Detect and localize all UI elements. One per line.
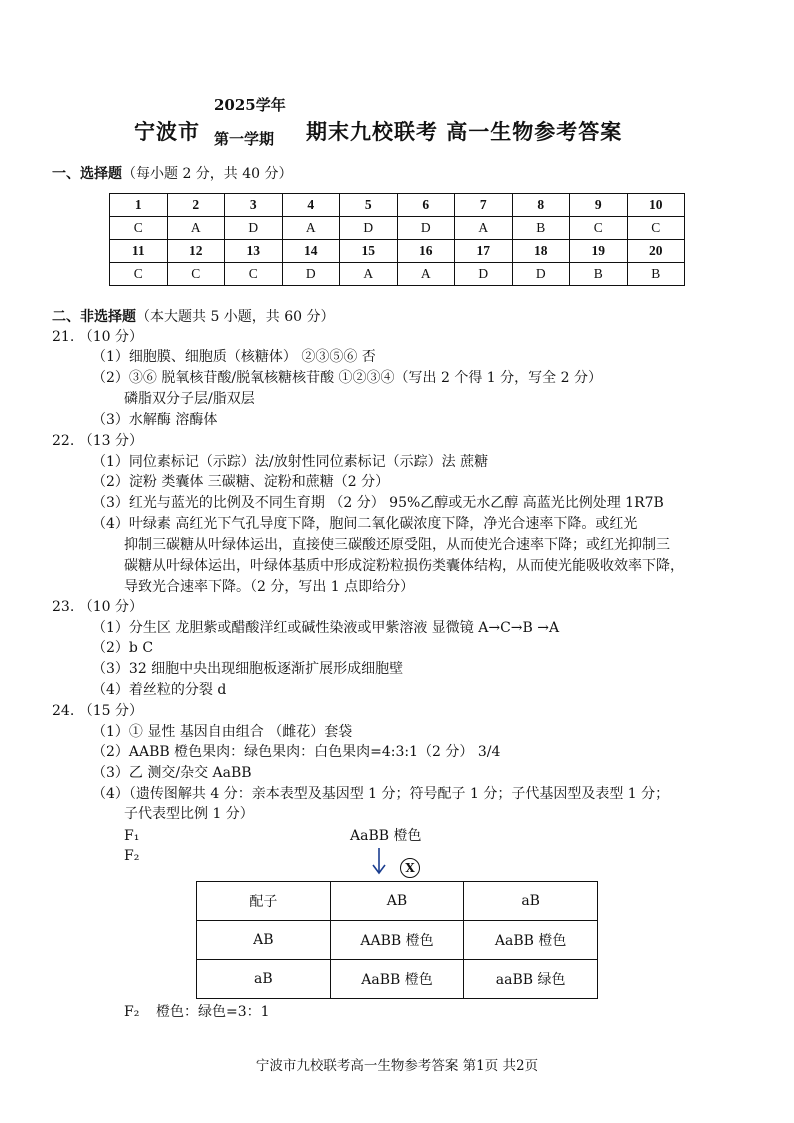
q23-head: 23. （10 分） (52, 599, 143, 615)
punnett-cell: aaBB 绿色 (464, 960, 598, 999)
title-left: 宁波市 (134, 119, 200, 144)
punnett-col-header: AB (330, 882, 464, 921)
mcq-answer: D (455, 263, 513, 286)
mcq-row-answers-2 (110, 263, 685, 286)
mcq-num: 18 (512, 240, 570, 263)
mcq-answer: B (570, 263, 628, 286)
mcq-answer: A (397, 263, 455, 286)
mcq-num: 13 (225, 240, 283, 263)
mcq-answer: D (397, 217, 455, 240)
f2-ratio-label: F₂ (124, 1004, 140, 1020)
q22-line7: 导致光合速率下降。（2 分，写出 1 点即给分） (124, 579, 415, 595)
mcq-answer: D (225, 217, 283, 240)
mcq-answer: A (455, 217, 513, 240)
mcq-answer: A (340, 263, 398, 286)
mcq-num: 12 (167, 240, 225, 263)
mcq-answer: C (110, 217, 168, 240)
mcq-num: 8 (512, 194, 570, 217)
mcq-answer: D (340, 217, 398, 240)
section2-title: 二、非选择题 (52, 309, 136, 325)
mcq-num: 7 (455, 194, 513, 217)
section1-note: （每小题 2 分，共 40 分） (122, 166, 293, 182)
mcq-num: 4 (282, 194, 340, 217)
mcq-num: 15 (340, 240, 398, 263)
q24-line2: （2）AABB 橙色果肉：绿色果肉：白色果肉=4:3:1（2 分） 3/4 (92, 744, 501, 760)
page-footer: 宁波市九校联考高一生物参考答案 第1页 共2页 (255, 1058, 539, 1074)
q23-line2: （2）b C (92, 640, 154, 656)
punnett-cell: AaBB 橙色 (464, 921, 598, 960)
punnett-row-header: aB (197, 960, 331, 999)
title-term: 第一学期 (214, 130, 275, 148)
mcq-num: 6 (397, 194, 455, 217)
mcq-answer: C (110, 263, 168, 286)
mcq-num: 1 (110, 194, 168, 217)
mcq-num: 17 (455, 240, 513, 263)
q21-line4: （3）水解酶 溶酶体 (92, 412, 218, 428)
f1-label: F₁ (124, 828, 140, 844)
punnett-row-header: AB (197, 921, 331, 960)
q22-head: 22. （13 分） (52, 433, 143, 449)
mcq-row-answers-1 (110, 217, 685, 240)
parent-genotype: AaBB 橙色 (350, 828, 422, 844)
mcq-answer: C (627, 217, 685, 240)
q24-line3: （3）乙 测交/杂交 AaBB (92, 765, 252, 781)
mcq-answer: D (282, 263, 340, 286)
f2-label: F₂ (124, 848, 140, 864)
section1-heading (52, 163, 293, 183)
title-right: 期末九校联考 高一生物参考答案 (306, 119, 623, 144)
mcq-answer: B (627, 263, 685, 286)
q22-line2: （2）淀粉 类囊体 三碳糖、淀粉和蔗糖（2 分） (92, 474, 390, 490)
down-arrow-icon (370, 846, 388, 876)
q24-line4: （4）（遗传图解共 4 分：亲本表型及基因型 1 分；符号配子 1 分；子代基因型及表型 1 分； (92, 786, 670, 802)
q23-line1: （1）分生区 龙胆紫或醋酸洋红或碱性染液或甲紫溶液 显微镜 A→C→B →A (92, 620, 560, 636)
mcq-num: 2 (167, 194, 225, 217)
q24-line1: （1）① 显性 基因自由组合 （雌花）套袋 (92, 724, 353, 740)
q24-line5: 子代表型比例 1 分） (124, 806, 254, 822)
mcq-num: 10 (627, 194, 685, 217)
q23-line3: （3）32 细胞中央出现细胞板逐渐扩展形成细胞壁 (92, 661, 404, 677)
mcq-answer: B (512, 217, 570, 240)
punnett-square (196, 881, 598, 999)
q22-line5: 抑制三碳糖从叶绿体运出，直接使三碳酸还原受阻，从而使光合速率下降；或红光抑制三 (124, 537, 670, 553)
mcq-num: 3 (225, 194, 283, 217)
q21-line1: （1）细胞膜、细胞质（核糖体） ②③⑤⑥ 否 (92, 349, 376, 365)
q22-line3: （3）红光与蓝光的比例及不同生育期 （2 分） 95%乙醇或无水乙醇 高蓝光比例处理 1R7B (92, 495, 664, 511)
punnett-corner: 配子 (197, 882, 331, 921)
q21-head: 21. （10 分） (52, 329, 143, 345)
mcq-answer: A (282, 217, 340, 240)
title-year: 2025学年 (214, 96, 286, 114)
q22-line6: 碳糖从叶绿体运出，叶绿体基质中形成淀粉粒损伤类囊体结构，从而使光能吸收效率下降， (124, 558, 684, 574)
mcq-answer: C (570, 217, 628, 240)
q21-line3: 磷脂双分子层/脂双层 (124, 391, 255, 407)
self-cross-icon: X (400, 858, 420, 878)
mcq-num: 9 (570, 194, 628, 217)
q22-line4: （4）叶绿素 高红光下气孔导度下降，胞间二氧化碳浓度下降，净光合速率下降。或红光 (92, 516, 638, 532)
mcq-answer: A (167, 217, 225, 240)
mcq-num: 20 (627, 240, 685, 263)
q22-line1: （1）同位素标记（示踪）法/放射性同位素标记（示踪）法 蔗糖 (92, 454, 489, 470)
mcq-answer: C (167, 263, 225, 286)
punnett-col-header: aB (464, 882, 598, 921)
q23-line4: （4）着丝粒的分裂 d (92, 682, 227, 698)
mcq-num: 19 (570, 240, 628, 263)
mcq-row-numbers-2 (110, 240, 685, 263)
mcq-answer-table (109, 193, 685, 286)
section2-heading (52, 306, 335, 326)
punnett-cell: AABB 橙色 (330, 921, 464, 960)
q21-line2: （2）③⑥ 脱氧核苷酸/脱氧核糖核苷酸 ①②③④（写出 2 个得 1 分，写全 2 分） (92, 370, 602, 386)
section1-title: 一、选择题 (52, 166, 122, 182)
mcq-num: 16 (397, 240, 455, 263)
f2-ratio: 橙色：绿色=3：1 (156, 1004, 270, 1020)
q24-head: 24. （15 分） (52, 703, 143, 719)
section2-note: （本大题共 5 小题，共 60 分） (136, 309, 335, 325)
mcq-answer: D (512, 263, 570, 286)
mcq-row-numbers-1 (110, 194, 685, 217)
mcq-answer: C (225, 263, 283, 286)
mcq-num: 11 (110, 240, 168, 263)
mcq-num: 14 (282, 240, 340, 263)
mcq-num: 5 (340, 194, 398, 217)
punnett-cell: AaBB 橙色 (330, 960, 464, 999)
